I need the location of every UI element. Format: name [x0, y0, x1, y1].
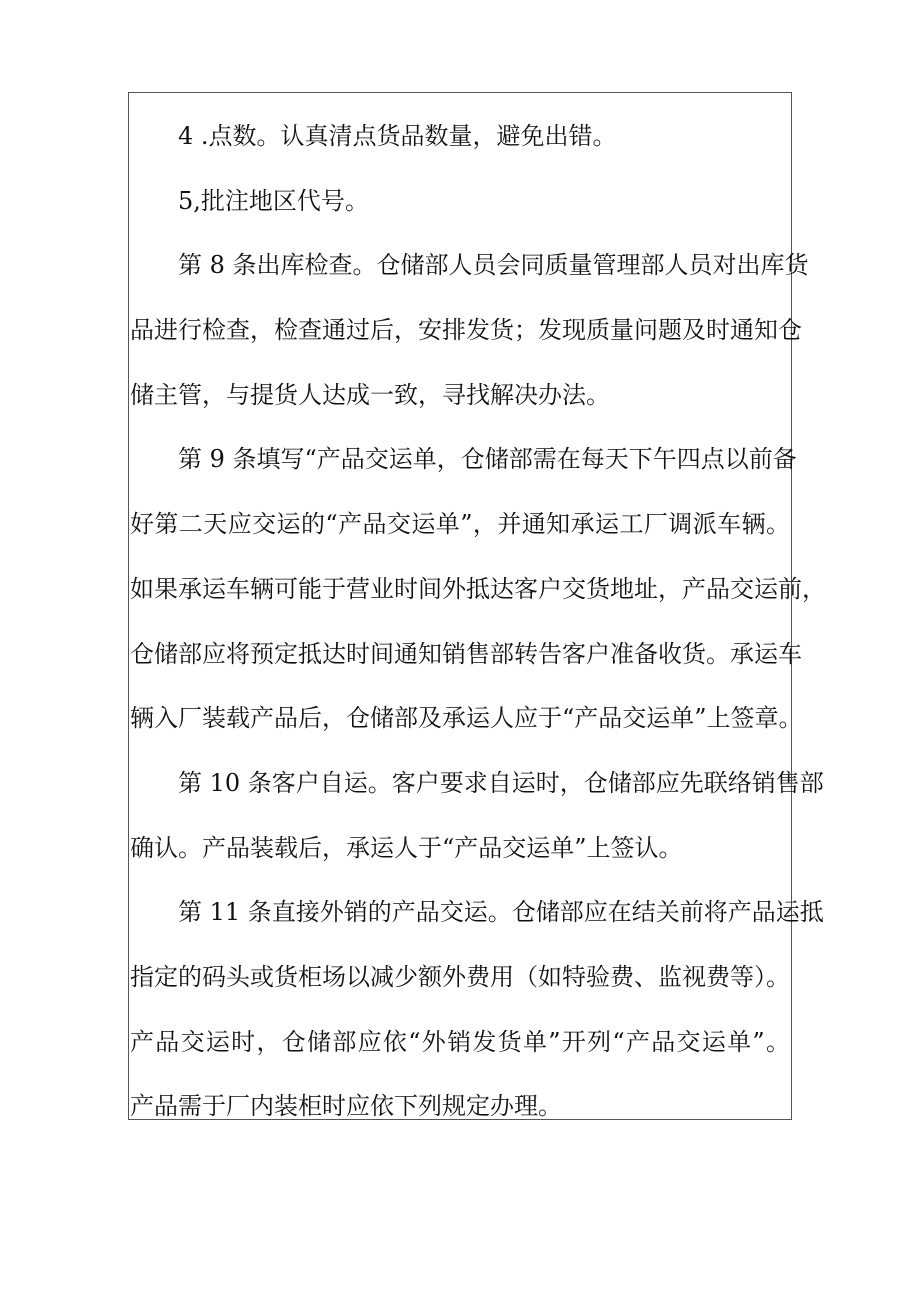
text-line-4: 品进行检查，检查通过后，安排发货；发现质量问题及时通知仓	[130, 316, 802, 344]
text-line-5: 储主管，与提货人达成一致，寻找解决办法。	[130, 381, 610, 409]
text-line-1: 4 .点数。认真清点货品数量，避免出错。	[178, 122, 617, 150]
text-line-2: 5,批注地区代号。	[178, 187, 369, 215]
text-line-7: 好第二天应交运的“产品交运单”，并通知承运工厂调派车辆。	[130, 510, 790, 538]
text-line-12: 确认。产品装载后，承运人于“产品交运单”上签认。	[130, 834, 683, 862]
text-line-11: 第 10 条客户自运。客户要求自运时，仓储部应先联络销售部	[178, 769, 824, 797]
text-line-9: 仓储部应将预定抵达时间通知销售部转告客户准备收货。承运车	[130, 640, 802, 668]
text-line-3: 第 8 条出库检查。仓储部人员会同质量管理部人员对出库货	[178, 251, 809, 279]
text-line-16: 产品需于厂内装柜时应依下列规定办理。	[130, 1092, 562, 1120]
text-line-14: 指定的码头或货柜场以减少额外费用（如特验费、监视费等）。	[130, 963, 790, 991]
text-line-10: 辆入厂装载产品后，仓储部及承运人应于“产品交运单”上签章。	[130, 704, 803, 732]
text-line-15: 产品交运时，仓储部应依“外销发货单”开列“产品交运单”。	[130, 1028, 790, 1056]
text-line-13: 第 11 条直接外销的产品交运。仓储部应在结关前将产品运抵	[178, 898, 824, 926]
text-line-6: 第 9 条填写“产品交运单，仓储部需在每天下午四点以前备	[178, 445, 797, 473]
text-line-8: 如果承运车辆可能于营业时间外抵达客户交货地址，产品交运前，	[130, 575, 826, 603]
